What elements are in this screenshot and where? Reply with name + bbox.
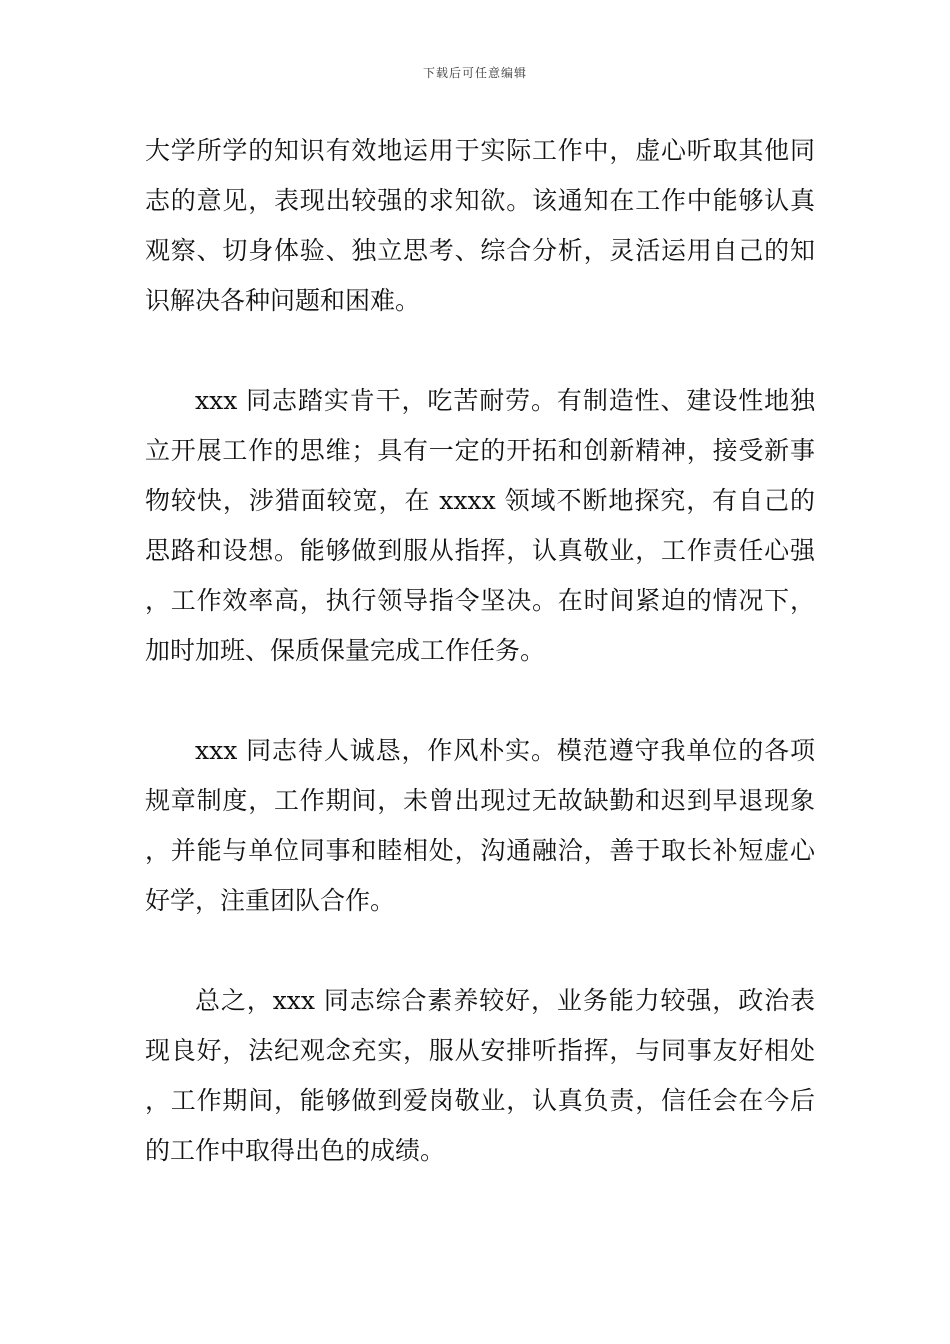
paragraph-summary: 总之，xxx 同志综合素养较好，业务能力较强，政治表现良好，法纪观念充实，服从安排听指挥，与同事友好相处，工作期间，能够做到爱岗敬业，认真负责，信任会在今后的工作中取得出色的成绩。: [145, 986, 815, 1165]
paragraph-work-attitude: xxx 同志踏实肯干，吃苦耐劳。有制造性、建设性地独立开展工作的思维；具有一定的开拓和创新精神，接受新事物较快，涉猎面较宽，在 xxxx 领域不断地探究，有自己的思路和设想。能够做到服从指挥，认真敬业，工作责任心强，工作效率高，执行领导指令坚决。在时间紧迫的情况下，加时加班、保质保量完成工作任务。: [145, 386, 815, 665]
paragraph-conduct: xxx 同志待人诚恳，作风朴实。模范遵守我单位的各项规章制度，工作期间，未曾出现过无故缺勤和迟到早退现象，并能与单位同事和睦相处，沟通融洽，善于取长补短虚心好学，注重团队合作。: [145, 736, 815, 915]
document-body: [145, 126, 815, 1226]
page-header: 下载后可任意编辑: [422, 66, 527, 80]
paragraph-continuation: 大学所学的知识有效地运用于实际工作中，虚心听取其他同志的意见，表现出较强的求知欲。该通知在工作中能够认真观察、切身体验、独立思考、综合分析，灵活运用自己的知识解决各种问题和困难。: [145, 136, 815, 315]
